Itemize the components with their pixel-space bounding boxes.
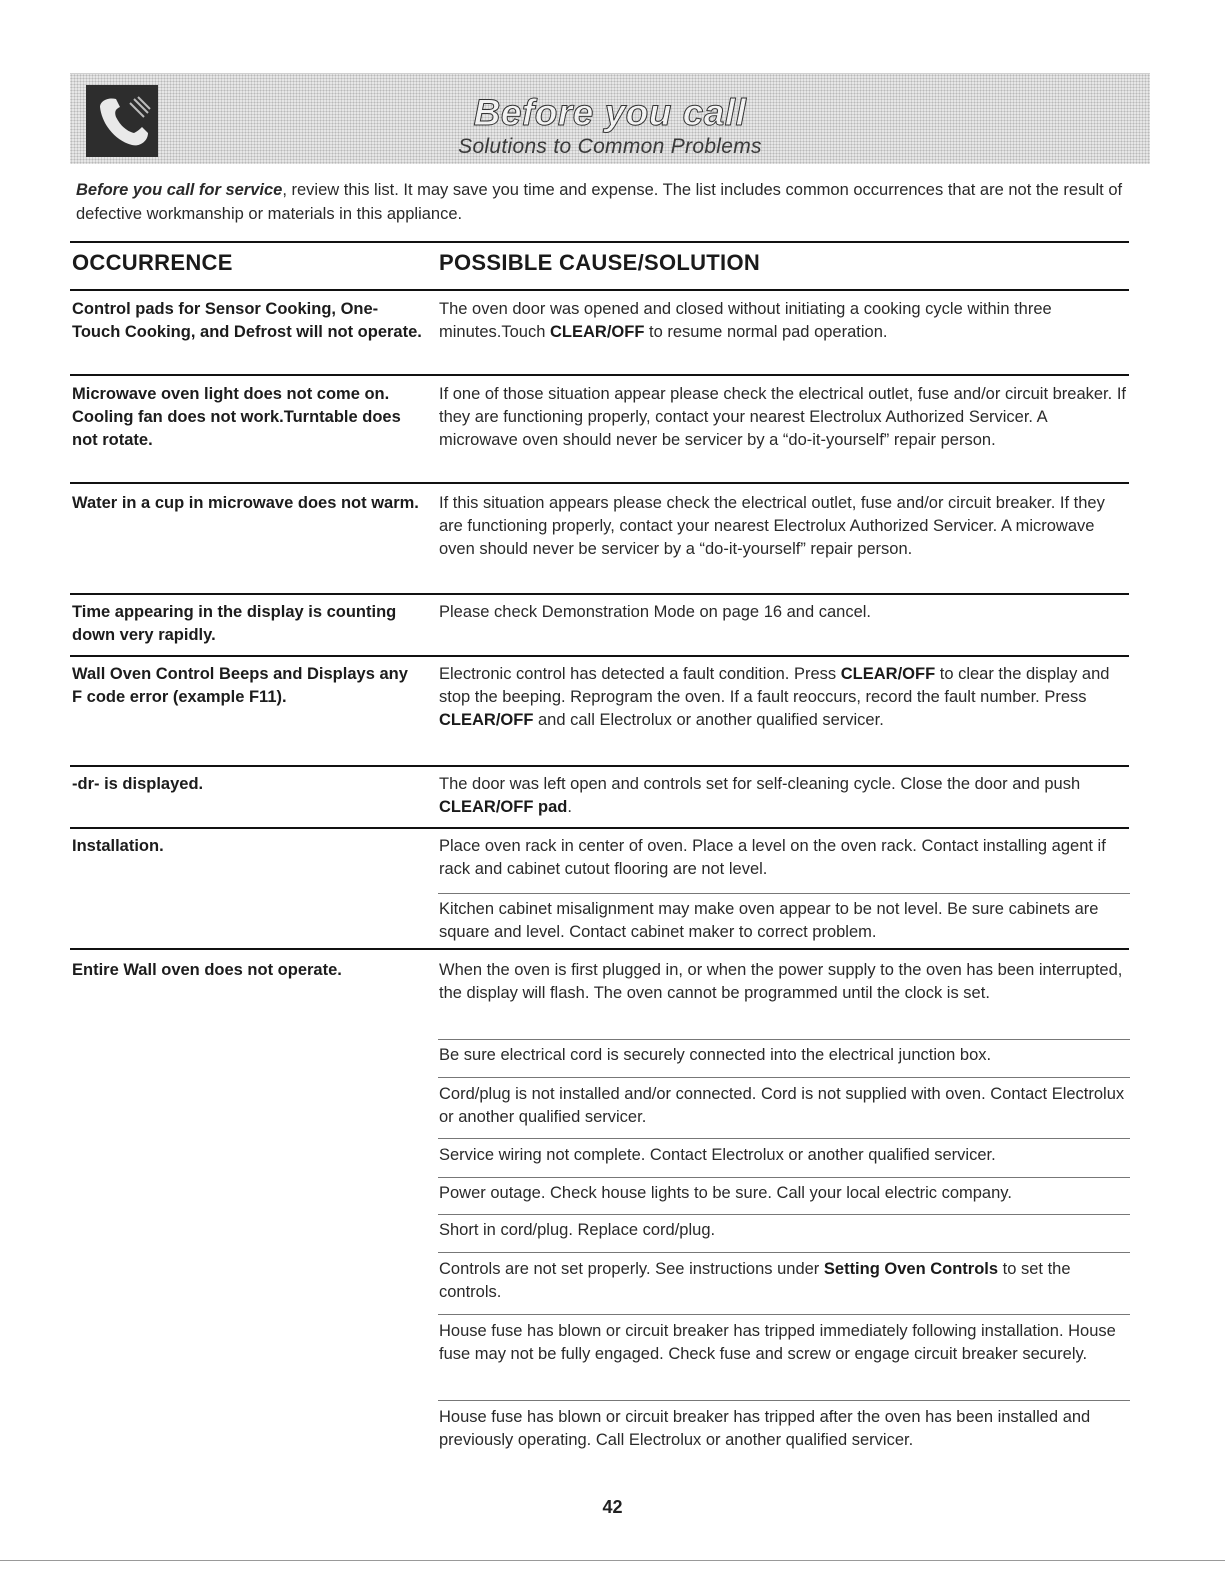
solution-cell: If this situation appears please check the electrical outlet, fuse and/or circuit breaker. If they are functioning properly, contact your nearest Electrolux Authorized Servicer. A microwave oven should never be servicer by a “do-it-yourself” repair person. [439, 494, 1105, 558]
occurrence-cell: -dr- is displayed. [72, 775, 204, 793]
solution-cell: Power outage. Check house lights to be sure. Call your local electric company. [439, 1184, 1012, 1202]
occurrence-cell: Wall Oven Control Beeps and Displays any F code error (example F11). [72, 665, 408, 706]
sub-divider [438, 893, 1130, 894]
solution-cell: If one of those situation appear please check the electrical outlet, fuse and/or circuit breaker. If they are functioning properly, contact your nearest Electrolux Authorized Servicer. A microwave oven should never be servicer by a “do-it-yourself” repair person. [439, 385, 1126, 449]
occurrence-cell: Microwave oven light does not come on. Cooling fan does not work.Turntable does not rotate. [72, 385, 401, 449]
sub-divider [438, 1177, 1130, 1178]
solution-cell: House fuse has blown or circuit breaker has tripped after the oven has been installed and previously operating. Call Electrolux or another qualified servicer. [439, 1408, 1091, 1449]
sub-divider [438, 1400, 1130, 1401]
row-divider [70, 827, 1129, 829]
solution-cell: Kitchen cabinet misalignment may make oven appear to be not level. Be sure cabinets are square and level. Contact cabinet maker to correct problem. [439, 900, 1099, 941]
solution-cell: Service wiring not complete. Contact Electrolux or another qualified servicer. [439, 1146, 996, 1164]
solution-cell: The oven door was opened and closed without initiating a cooking cycle within three minutes.Touch CLEAR/OFF to resume normal pad operation. [439, 300, 1052, 341]
solution-cell: Please check Demonstration Mode on page 16 and cancel. [439, 603, 872, 621]
intro-paragraph [76, 178, 1156, 226]
intro-text: , review this list. It may save you time and expense. The list includes common occurrences that are not the result of defective workmanship or materials in this appliance. [76, 181, 1123, 223]
page-bottom-rule [0, 1560, 1225, 1561]
row-divider [70, 655, 1129, 657]
row-divider [70, 948, 1129, 950]
row-divider [70, 374, 1129, 376]
solution-cell: Place oven rack in center of oven. Place a level on the oven rack. Contact installing agent if rack and cabinet cutout flooring are not level. [439, 837, 1106, 878]
occurrence-cell: Entire Wall oven does not operate. [72, 961, 342, 979]
solution-cell: Cord/plug is not installed and/or connected. Cord is not supplied with oven. Contact Electrolux or another qualified servicer. [439, 1085, 1125, 1126]
occurrence-cell: Control pads for Sensor Cooking, One-Touch Cooking, and Defrost will not operate. [72, 300, 422, 341]
intro-lead: Before you call for service [76, 181, 283, 199]
column-header-occurrence: OCCURRENCE [72, 250, 233, 275]
sub-divider [438, 1077, 1130, 1078]
solution-cell: The door was left open and controls set for self-cleaning cycle. Close the door and push CLEAR/OFF pad. [439, 775, 1081, 816]
header-rule-bottom [70, 289, 1129, 291]
page-number: 42 [602, 1497, 623, 1517]
occurrence-cell: Installation. [72, 837, 164, 855]
sub-divider [438, 1039, 1130, 1040]
solution-cell: Controls are not set properly. See instructions under Setting Oven Controls to set the controls. [439, 1260, 1071, 1301]
row-divider [70, 593, 1129, 595]
column-header-solution: POSSIBLE CAUSE/SOLUTION [439, 250, 761, 275]
banner-subtitle: Solutions to Common Problems [458, 135, 762, 158]
sub-divider [438, 1252, 1130, 1253]
row-divider [70, 482, 1129, 484]
occurrence-cell: Time appearing in the display is counting down very rapidly. [72, 603, 397, 644]
header-rule-top [70, 241, 1129, 243]
sub-divider [438, 1314, 1130, 1315]
row-divider [70, 765, 1129, 767]
solution-cell: Short in cord/plug. Replace cord/plug. [439, 1221, 716, 1239]
banner-title: Before you call [473, 92, 747, 133]
solution-cell: When the oven is first plugged in, or when the power supply to the oven has been interrupted, the display will flash. The oven cannot be programmed until the clock is set. [439, 961, 1123, 1002]
sub-divider [438, 1138, 1130, 1139]
phone-icon [86, 85, 158, 157]
solution-cell: Be sure electrical cord is securely connected into the electrical junction box. [439, 1046, 992, 1064]
solution-cell: Electronic control has detected a fault condition. Press CLEAR/OFF to clear the display and stop the beeping. Reprogram the oven. If a fault reoccurs, record the fault number. Press CLEAR/OFF and call Electrolux or another qualified servicer. [439, 665, 1110, 729]
occurrence-cell: Water in a cup in microwave does not warm. [72, 494, 419, 512]
sub-divider [438, 1214, 1130, 1215]
solution-cell: House fuse has blown or circuit breaker has tripped immediately following installation. House fuse may not be fully engaged. Check fuse and screw or engage circuit breaker securely. [439, 1322, 1116, 1363]
